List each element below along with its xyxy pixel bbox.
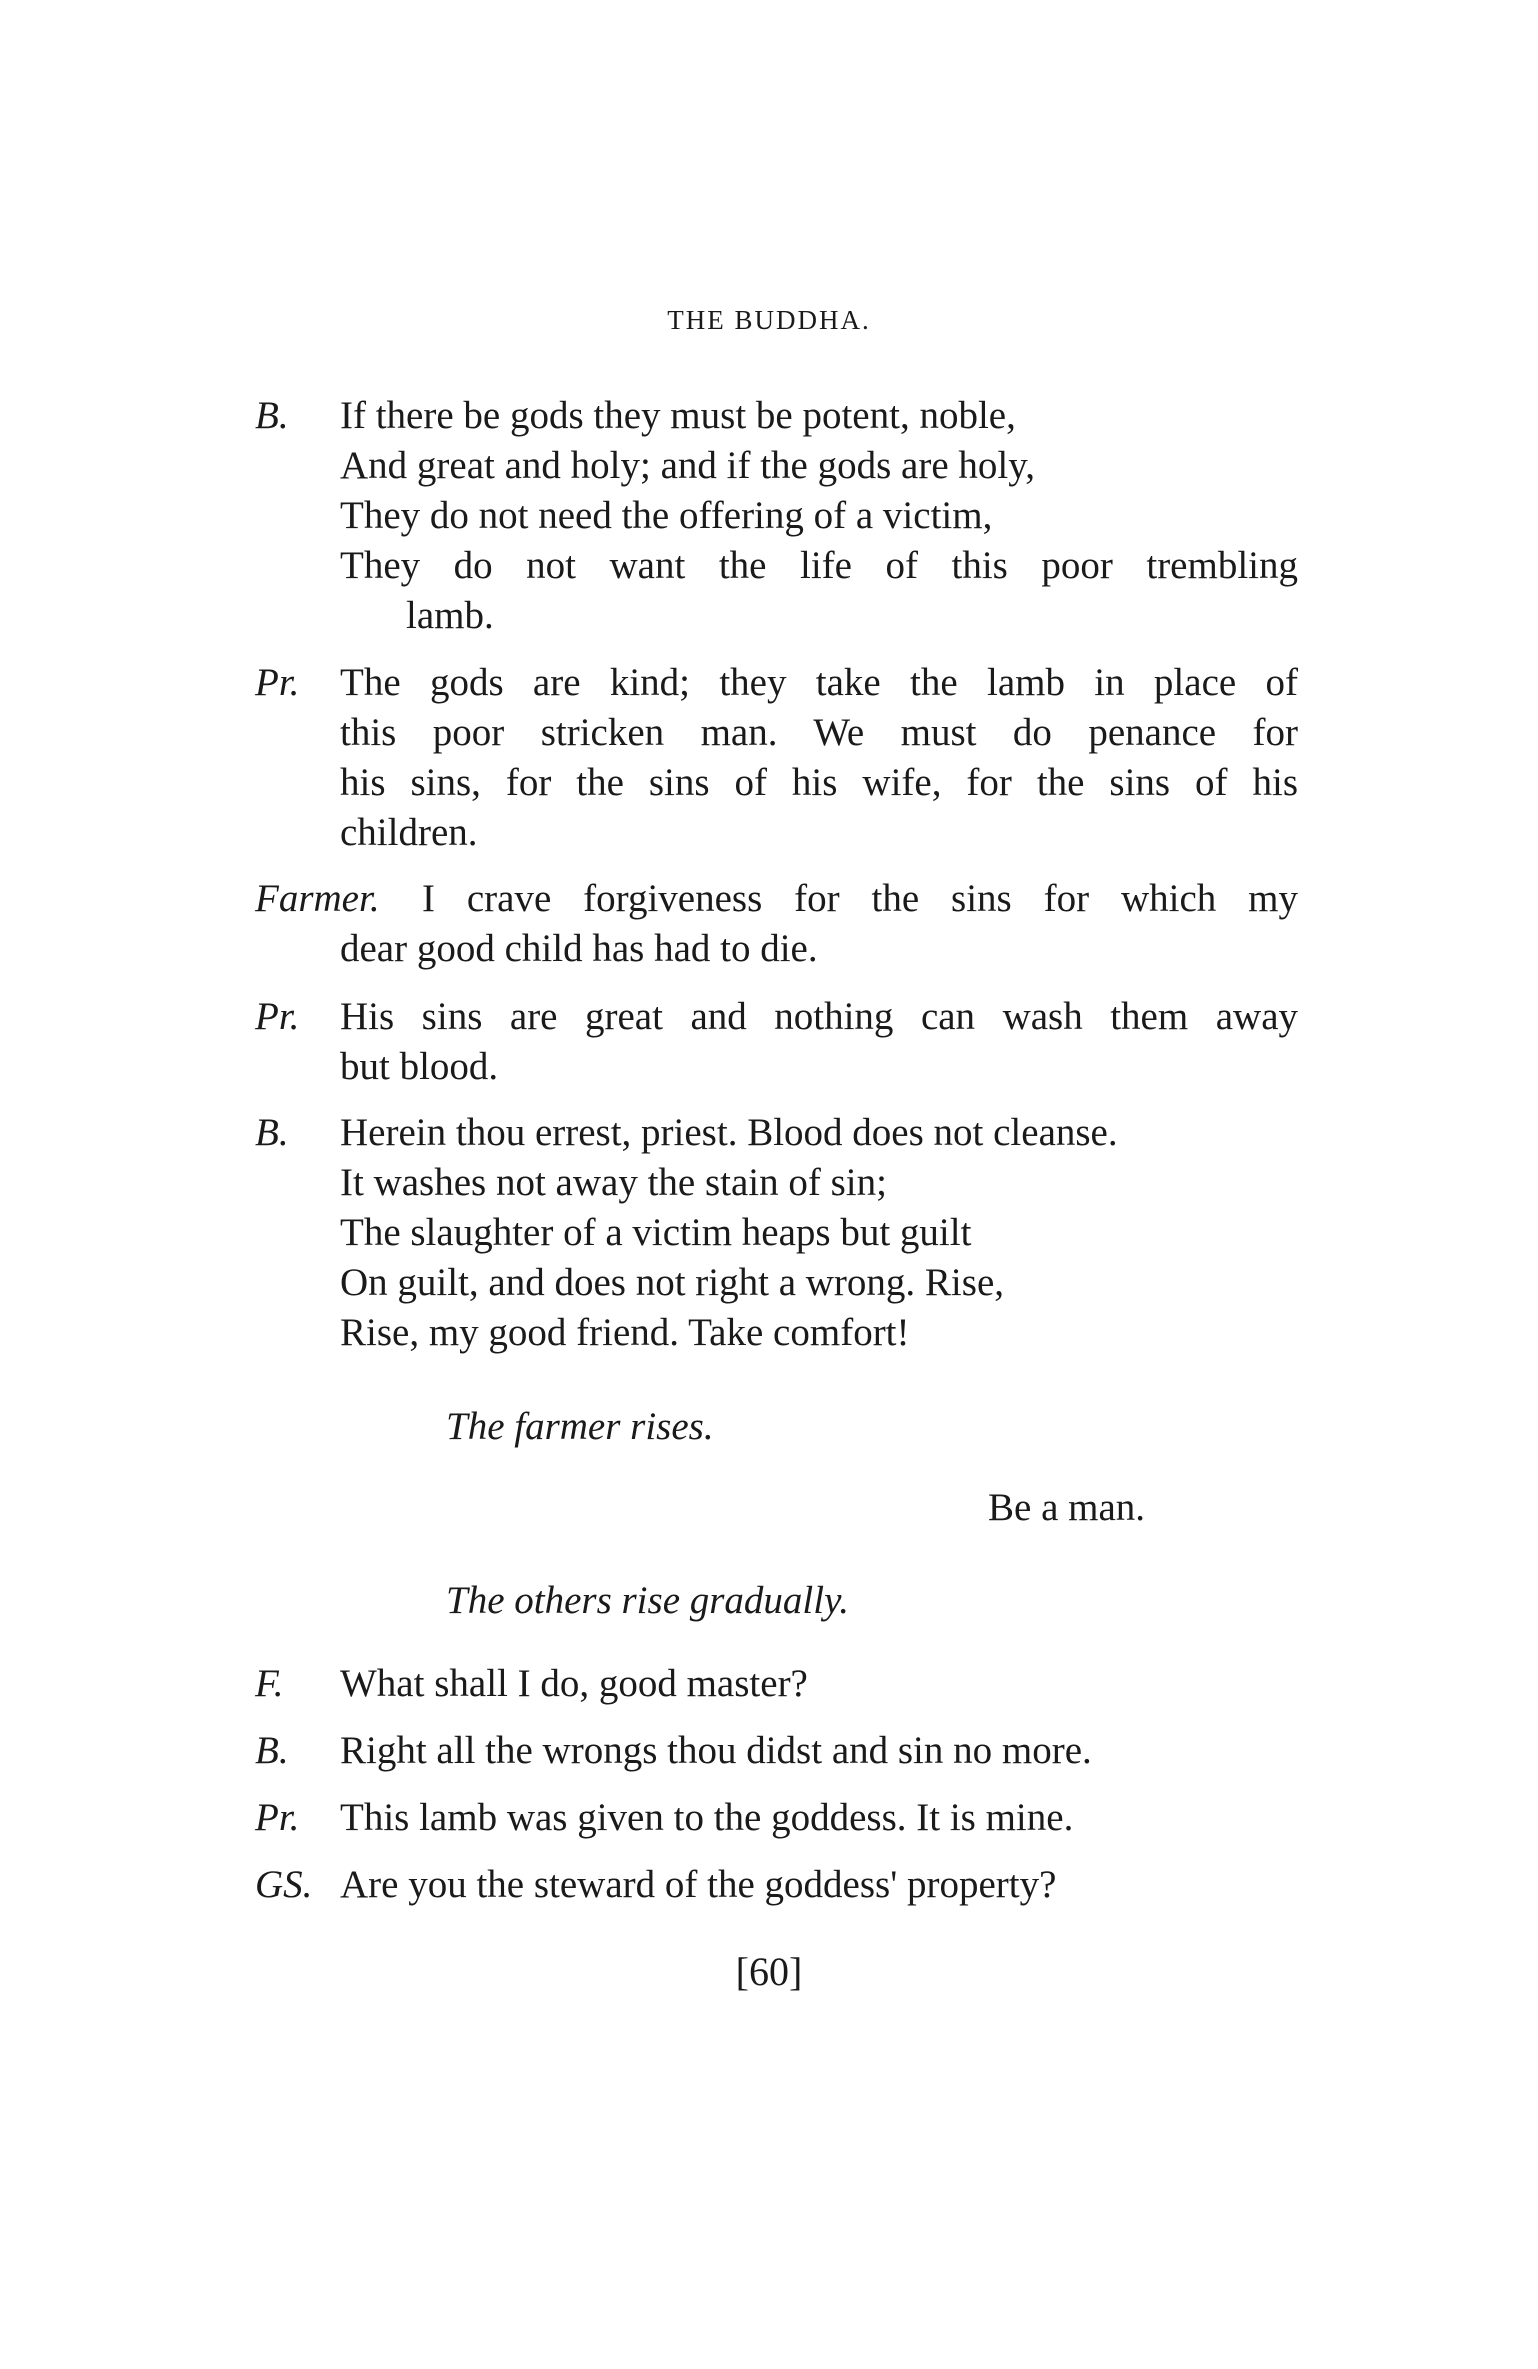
speaker-label: Pr. <box>255 1796 300 1839</box>
speech-line: Are you the steward of the goddess' property? <box>340 1863 1057 1906</box>
page-number: [60] <box>735 1949 803 1994</box>
prose-line: this poor stricken man. We must do penance for <box>340 711 1298 754</box>
prose-line: His sins are great and nothing can wash them away <box>340 995 1298 1038</box>
verse-line: And great and holy; and if the gods are holy, <box>340 444 1035 487</box>
prose-line: but blood. <box>340 1045 499 1088</box>
prose-line: his sins, for the sins of his wife, for the sins of his <box>340 761 1298 804</box>
speaker-label: Farmer. <box>255 877 380 920</box>
stage-direction: The others rise gradually. <box>446 1579 850 1622</box>
verse-line: Herein thou errest, priest. Blood does not cleanse. <box>340 1111 1118 1154</box>
verse-line: It washes not away the stain of sin; <box>340 1161 887 1204</box>
verse-line: If there be gods they must be potent, noble, <box>340 394 1016 437</box>
speaker-label: B. <box>255 1729 289 1772</box>
verse-line: On guilt, and does not right a wrong. Rise, <box>340 1261 1005 1304</box>
prose-line: I crave forgiveness for the sins for which my <box>422 877 1298 920</box>
speaker-label: B. <box>255 394 289 437</box>
prose-line: The gods are kind; they take the lamb in place of <box>340 661 1298 704</box>
speaker-label: GS. <box>255 1863 313 1906</box>
speaker-label: Pr. <box>255 995 300 1038</box>
verse-line: lamb. <box>406 594 494 637</box>
speaker-label: Pr. <box>255 661 300 704</box>
speech-line: What shall I do, good master? <box>340 1662 808 1705</box>
stage-direction: The farmer rises. <box>446 1405 714 1448</box>
prose-line: children. <box>340 811 478 854</box>
verse-line: They do not need the offering of a victim, <box>340 494 993 537</box>
verse-line: They do not want the life of this poor trembling <box>340 544 1298 587</box>
speech-line: Right all the wrongs thou didst and sin no more. <box>340 1729 1092 1772</box>
verse-line-continuation: Be a man. <box>988 1486 1146 1529</box>
verse-line: The slaughter of a victim heaps but guilt <box>340 1211 972 1254</box>
prose-line: dear good child has had to die. <box>340 927 818 970</box>
speaker-label: F. <box>255 1662 284 1705</box>
speech-line: This lamb was given to the goddess. It is mine. <box>340 1796 1074 1839</box>
speaker-label: B. <box>255 1111 289 1154</box>
verse-line: Rise, my good friend. Take comfort! <box>340 1311 910 1354</box>
running-head: THE BUDDHA. <box>667 305 871 335</box>
